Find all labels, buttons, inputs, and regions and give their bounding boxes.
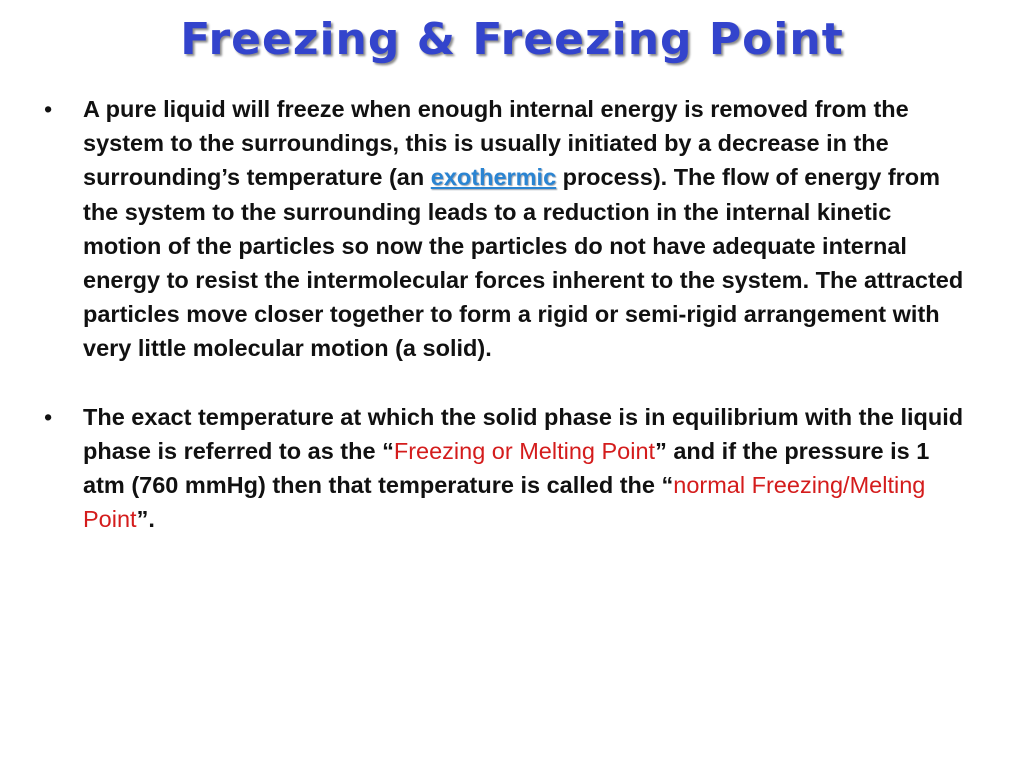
slide-title: Freezing & Freezing Point <box>180 14 844 65</box>
bullet-dot-icon: • <box>44 96 53 122</box>
bullet-2-text-start: The exact temperature at which the solid phase is in equilibrium with the liquid phase is referred to as the “ <box>83 403 964 464</box>
bullet-dot-icon: • <box>44 403 53 430</box>
bullet-list <box>44 92 974 536</box>
bullet-freezing-point-definition <box>44 400 974 537</box>
freezing-melting-point-term: Freezing or Melting Point <box>393 437 656 464</box>
normal-freezing-melting-point-term: normal Freezing/Melting Point <box>83 472 926 533</box>
bullet-2-text-middle: ” and if the pressure is 1 atm (760 mmHg) then that temperature is called the “ <box>83 437 930 499</box>
bullet-1-text-end: process). The flow of energy from the system to the surrounding leads to a reduction in the internal kinetic motion of the particles so now the particles do not have adequate internal energy to resist the intermolecular forces inherent to the system. The attracted particles move closer together to form a rigid or semi-rigid arrangement with very little molecular motion (a solid). <box>83 164 964 362</box>
bullet-1-text-start: A pure liquid will freeze when enough internal energy is removed from the system to the surroundings, this is usually initiated by a decrease in the surrounding’s temperature (an <box>83 96 909 191</box>
bullet-2-text-end: ”. <box>136 506 155 533</box>
bullet-freezing-description <box>44 92 974 366</box>
exothermic-link[interactable]: exothermic <box>430 164 557 191</box>
